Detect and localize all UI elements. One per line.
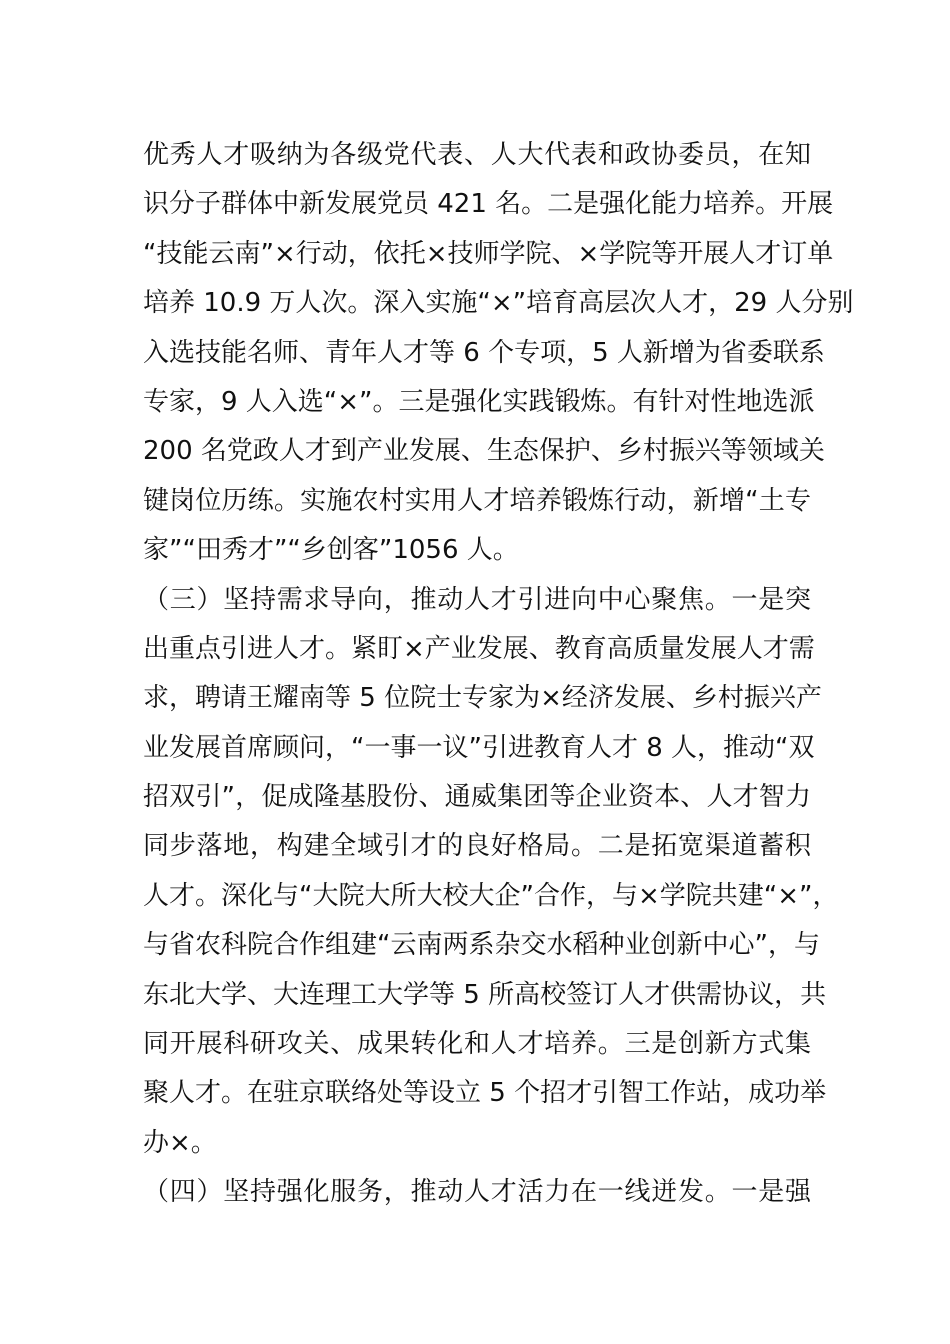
text-line: 优秀人才吸纳为各级党代表、人大代表和政协委员，在知 [143, 140, 811, 170]
text-line: 同步落地，构建全域引才的良好格局。二是拓宽渠道蓄积 [143, 831, 811, 862]
text-line: 东北大学、大连理工大学等 5 所高校签订人才供需协议，共 [143, 979, 827, 1010]
text-line: 培养 10.9 万人次。深入实施“×”培育高层次人才，29 人分别 [143, 288, 854, 319]
text-line: 办×。 [143, 1127, 217, 1158]
text-line: “技能云南”×行动，依托×技师学院、×学院等开展人才订单 [143, 238, 834, 269]
text-line: 同开展科研攻关、成果转化和人才培养。三是创新方式集 [143, 1029, 811, 1060]
text-line: 求，聘请王耀南等 5 位院士专家为×经济发展、乡村振兴产 [143, 683, 822, 714]
text-line: 入选技能名师、青年人才等 6 个专项，5 人新增为省委联系 [143, 337, 825, 368]
section-heading-line: （三）坚持需求导向，推动人才引进向中心聚焦。一是突 [143, 584, 811, 615]
text-line: 专家，9 人入选“×”。三是强化实践锻炼。有针对性地选派 [143, 386, 815, 417]
text-line: 家”“田秀才”“乡创客”1056 人。 [143, 535, 519, 566]
text-line: 200 名党政人才到产业发展、生态保护、乡村振兴等领域关 [143, 436, 825, 467]
text-line: 业发展首席顾问，“一事一议”引进教育人才 8 人，推动“双 [143, 732, 815, 763]
text-line: 键岗位历练。实施农村实用人才培养锻炼行动，新增“土专 [143, 485, 811, 516]
text-line: 人才。深化与“大院大所大校大企”合作，与×学院共建“×”， [143, 880, 839, 911]
text-line: 出重点引进人才。紧盯×产业发展、教育高质量发展人才需 [143, 633, 815, 664]
section-heading-line: （四）坚持强化服务，推动人才活力在一线迸发。一是强 [143, 1177, 811, 1208]
body-text [143, 131, 854, 1218]
text-line: 识分子群体中新发展党员 421 名。二是强化能力培养。开展 [143, 189, 834, 220]
text-line: 招双引”，促成隆基股份、通威集团等企业资本、人才智力 [143, 782, 811, 813]
text-line: 聚人才。在驻京联络处等设立 5 个招才引智工作站，成功举 [143, 1078, 827, 1109]
text-line: 与省农科院合作组建“云南两系杂交水稻种业创新中心”，与 [143, 930, 820, 961]
